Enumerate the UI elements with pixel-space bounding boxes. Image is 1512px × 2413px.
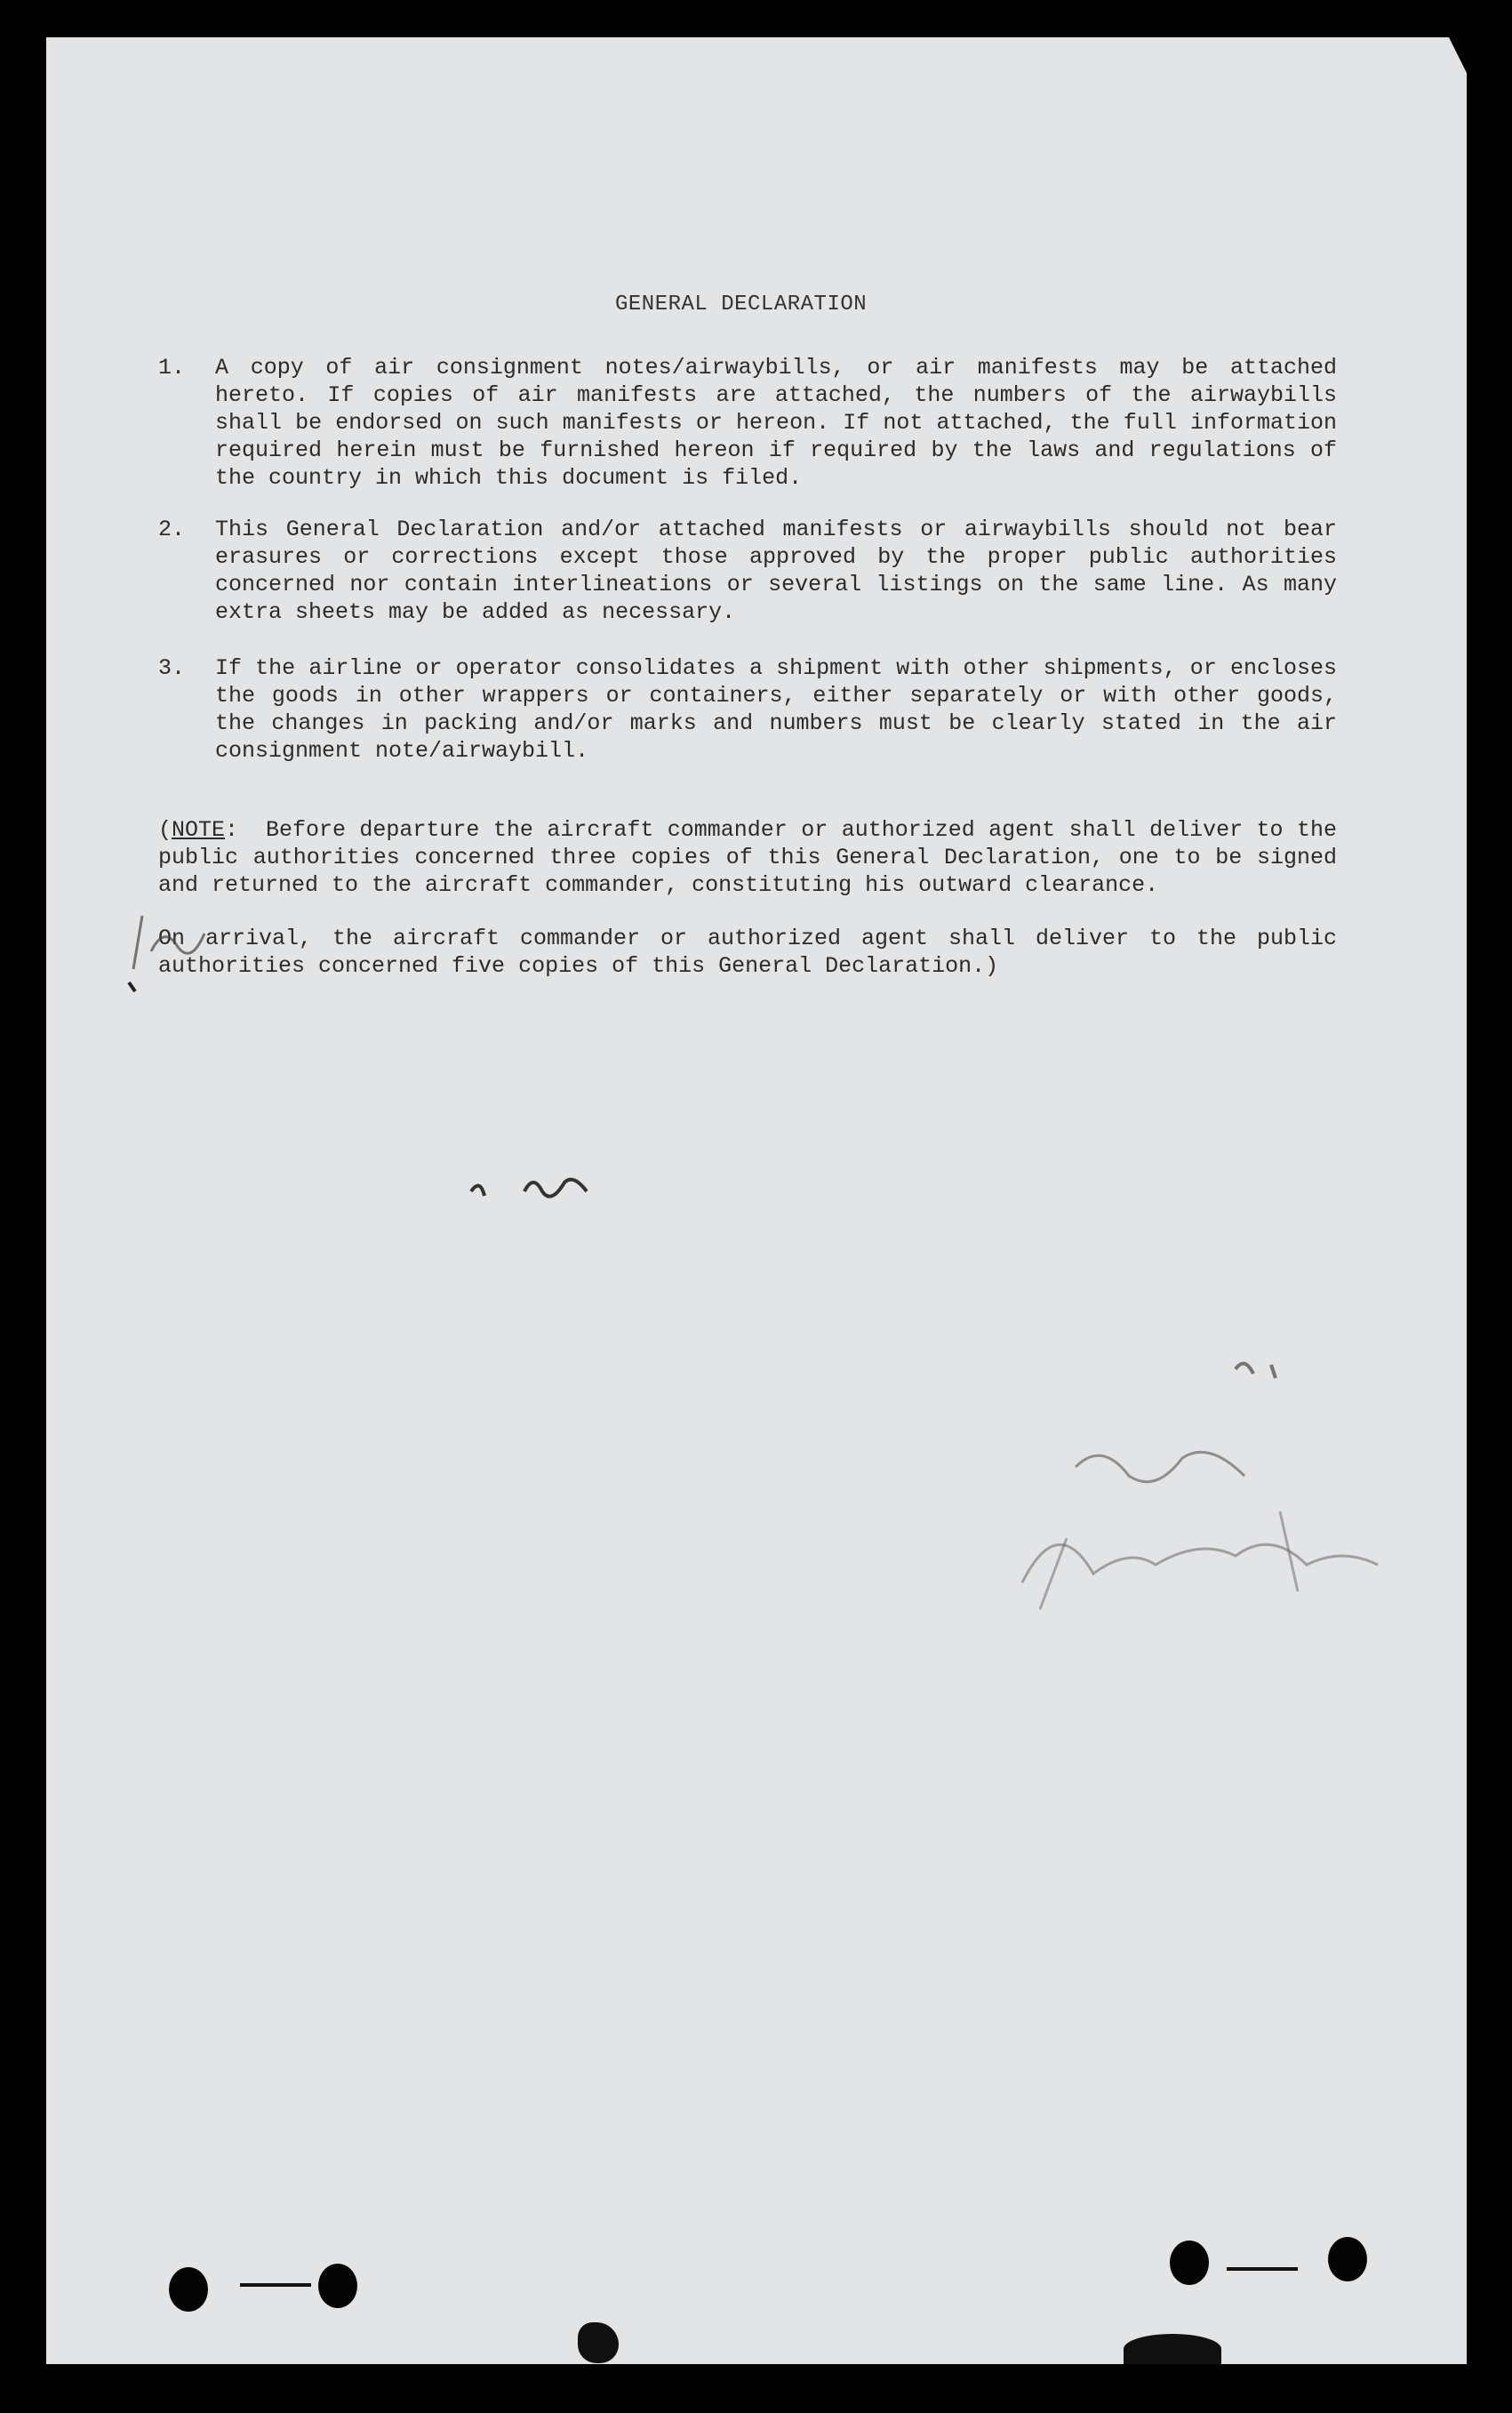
scan-mark xyxy=(1227,2267,1298,2271)
note-text-1: Before departure the aircraft commander or authorized agent shall deliver to the public authorities concerned three copies of this General Declaration, one to be signed and returned to the aircraft commander, constituting his outward clearance. xyxy=(158,817,1337,898)
punch-hole xyxy=(169,2267,208,2312)
item-text: A copy of air consignment notes/airwaybills, or air manifests may be attached hereto. If copies of air manifests are attached, the numbers of the airwaybills shall be endorsed on such manifests or hereon. If not attached, the full information required herein must be furnished hereon if required by the laws and regulations of the country in which this document is filed. xyxy=(215,355,1337,491)
ink-blot xyxy=(578,2322,619,2363)
handwritten-scribble xyxy=(453,1165,631,1209)
list-item-2 xyxy=(158,516,1340,626)
document-title: GENERAL DECLARATION xyxy=(615,293,868,317)
note-paragraph-1: (NOTE: Before departure the aircraft commander or authorized agent shall deliver to the public authorities concerned three copies of this General Declaration, one to be signed and returned to the aircraft commander, constituting his outward clearance. xyxy=(158,817,1337,898)
punch-hole xyxy=(1170,2241,1209,2285)
punch-hole xyxy=(1328,2237,1367,2281)
scan-mark xyxy=(240,2283,311,2287)
list-item-3 xyxy=(158,654,1340,765)
item-number: 1. xyxy=(158,355,186,381)
item-number: 3. xyxy=(158,655,186,681)
punch-hole xyxy=(318,2264,357,2308)
item-text: If the airline or operator consolidates a shipment with other shipments, or encloses the goods in other wrappers or containers, either separately or with other goods, the changes in packing and/or marks and numbers must be clearly stated in the air consignment note/airwaybill. xyxy=(215,655,1337,764)
item-number: 2. xyxy=(158,517,186,542)
item-text: This General Declaration and/or attached manifests or airwaybills should not bear erasures or corrections except those approved by the proper public authorities concerned nor contain interlineations or several listings on the same line. As many extra sheets may be added as necessary. xyxy=(215,517,1337,625)
ink-blot xyxy=(1124,2334,1221,2364)
note-label: NOTE xyxy=(172,817,226,843)
note-text-2: On arrival, the aircraft commander or authorized agent shall deliver to the public authorities concerned five copies of this General Declaration.) xyxy=(158,926,1337,979)
handwritten-margin-mark xyxy=(116,898,213,996)
note-paragraph-2 xyxy=(158,925,1337,980)
list-item-1 xyxy=(158,354,1340,491)
signature-image xyxy=(1004,1351,1396,1645)
